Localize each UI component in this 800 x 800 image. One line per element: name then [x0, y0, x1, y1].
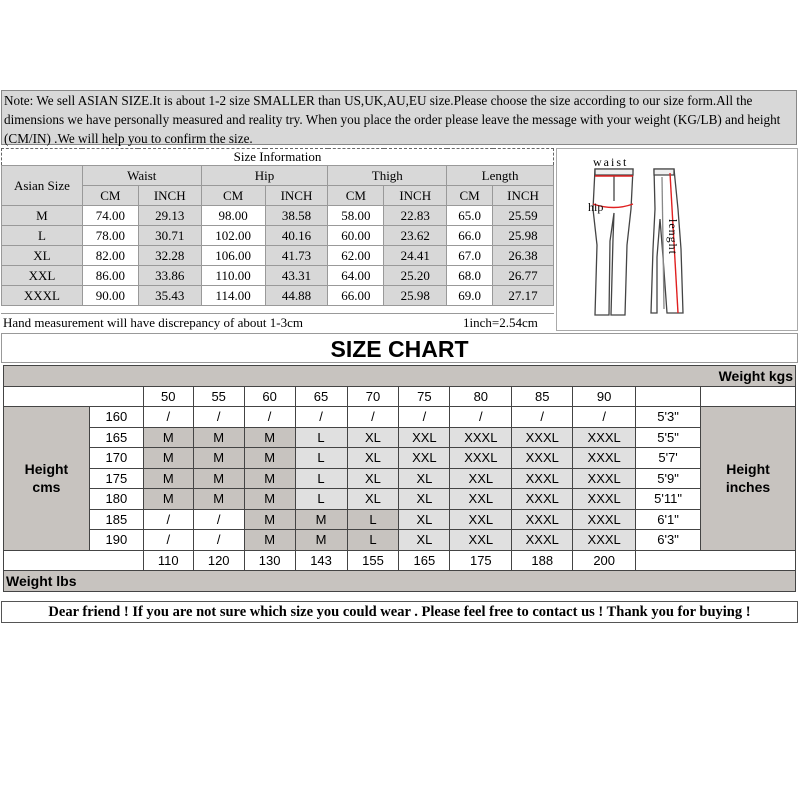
measurement-cell: 25.20 — [384, 266, 447, 286]
size-value: XXL — [450, 530, 512, 551]
size-value: XXXL — [573, 509, 636, 530]
unit-row — [2, 186, 554, 206]
size-value: M — [143, 448, 193, 469]
measurement-cell: 43.31 — [265, 266, 328, 286]
size-value: L — [295, 427, 347, 448]
asian-size-cell: M — [2, 206, 83, 226]
size-value: / — [143, 407, 193, 428]
inch-conversion-note: 1inch=2.54cm — [463, 315, 538, 330]
measurement-cell: 41.73 — [265, 246, 328, 266]
size-value: M — [143, 489, 193, 510]
measurement-cell: 44.88 — [265, 286, 328, 306]
size-value: / — [143, 530, 193, 551]
size-value: M — [244, 468, 295, 489]
measurement-cell: 62.00 — [328, 246, 384, 266]
weight-lb-value: 155 — [347, 550, 399, 571]
height-inch-value: 5'5" — [636, 427, 701, 448]
weight-lb-value: 175 — [450, 550, 512, 571]
unit-header: CM — [447, 186, 493, 206]
size-value: XXL — [450, 489, 512, 510]
size-chart-row — [4, 530, 796, 551]
measurement-cell: 25.98 — [384, 286, 447, 306]
measurement-cell: 114.00 — [201, 286, 265, 306]
weight-kgs-label: Weight kgs — [4, 366, 796, 387]
size-value: XXXL — [573, 489, 636, 510]
measurement-cell: 102.00 — [201, 226, 265, 246]
size-value: L — [295, 468, 347, 489]
height-cm-value: 160 — [89, 407, 143, 428]
size-value: XXXL — [512, 468, 573, 489]
size-value: / — [573, 407, 636, 428]
measurement-cell: 58.00 — [328, 206, 384, 226]
measurement-cell: 25.98 — [493, 226, 554, 246]
empty-cell — [4, 386, 144, 407]
measurement-cell: 23.62 — [384, 226, 447, 246]
weight-kg-value: 55 — [193, 386, 244, 407]
measurement-cell: 78.00 — [82, 226, 138, 246]
size-info-title: Size Information — [2, 149, 554, 166]
measurement-cell: 98.00 — [201, 206, 265, 226]
size-value: XL — [347, 448, 399, 469]
size-chart-row — [4, 448, 796, 469]
hip-label: hip — [588, 200, 604, 214]
weight-kg-value: 50 — [143, 386, 193, 407]
height-inch-value: 5'7' — [636, 448, 701, 469]
size-chart-row — [4, 427, 796, 448]
size-value: XXXL — [512, 448, 573, 469]
size-value: L — [347, 530, 399, 551]
size-value: M — [244, 427, 295, 448]
size-value: XXXL — [450, 448, 512, 469]
weight-kg-value: 90 — [573, 386, 636, 407]
unit-header: INCH — [493, 186, 554, 206]
size-value: L — [347, 509, 399, 530]
measurement-cell: 67.0 — [447, 246, 493, 266]
height-cm-value: 175 — [89, 468, 143, 489]
measurement-cell: 26.38 — [493, 246, 554, 266]
height-inches-label: Height inches — [701, 407, 796, 551]
asian-size-cell: XXL — [2, 266, 83, 286]
size-value: / — [512, 407, 573, 428]
height-cms-label: Height cms — [4, 407, 90, 551]
measurement-cell: 65.0 — [447, 206, 493, 226]
measurement-cell: 66.00 — [328, 286, 384, 306]
size-value: L — [295, 448, 347, 469]
asian-size-cell: XXXL — [2, 286, 83, 306]
size-chart-row — [4, 489, 796, 510]
size-info-row — [2, 246, 554, 266]
size-value: L — [295, 489, 347, 510]
size-chart-row — [4, 407, 796, 428]
height-inch-value: 6'1" — [636, 509, 701, 530]
measurement-cell: 90.00 — [82, 286, 138, 306]
measurement-cell: 22.83 — [384, 206, 447, 226]
size-value: / — [347, 407, 399, 428]
size-chart-row — [4, 509, 796, 530]
measurement-cell: 82.00 — [82, 246, 138, 266]
discrepancy-note: Hand measurement will have discrepancy of about 1-3cm — [3, 315, 303, 330]
size-value: M — [295, 509, 347, 530]
measurement-cell: 69.0 — [447, 286, 493, 306]
weight-lbs-label: Weight lbs — [4, 571, 796, 592]
weight-lb-value: 130 — [244, 550, 295, 571]
unit-header: CM — [82, 186, 138, 206]
size-chart-row — [4, 468, 796, 489]
size-info-row — [2, 206, 554, 226]
size-value: M — [193, 489, 244, 510]
empty-cell — [4, 550, 144, 571]
size-value: XXXL — [573, 530, 636, 551]
waist-header: Waist — [82, 166, 201, 186]
length-label: lenght — [666, 219, 680, 255]
weight-kg-value: 75 — [399, 386, 450, 407]
unit-header: CM — [201, 186, 265, 206]
measurement-cell: 26.77 — [493, 266, 554, 286]
weight-lb-value: 110 — [143, 550, 193, 571]
size-note: Note: We sell ASIAN SIZE.It is about 1-2 size SMALLER than US,UK,AU,EU size.Please choose the size according to our size form.All the dimensions we have personally measured and reality try. When you place the order please leave the message with your weight (KG/LB) and height (CM/IN) .We will help you to confirm the size. — [1, 90, 797, 145]
size-info-row — [2, 286, 554, 306]
contact-message: Dear friend ! If you are not sure which size you could wear . Please feel free to contact us ! Thank you for buying ! — [1, 601, 798, 623]
size-value: XXL — [399, 427, 450, 448]
size-chart-title: SIZE CHART — [1, 333, 798, 363]
measurement-cell: 38.58 — [265, 206, 328, 226]
weight-kg-value: 85 — [512, 386, 573, 407]
size-value: / — [450, 407, 512, 428]
height-cm-value: 185 — [89, 509, 143, 530]
thigh-header: Thigh — [328, 166, 447, 186]
size-information-table — [1, 148, 554, 306]
length-header: Length — [447, 166, 554, 186]
measurement-footnote — [1, 313, 554, 332]
size-value: / — [143, 509, 193, 530]
height-cm-value: 180 — [89, 489, 143, 510]
size-value: XXXL — [573, 468, 636, 489]
size-value: / — [193, 509, 244, 530]
measurement-cell: 25.59 — [493, 206, 554, 226]
unit-header: INCH — [265, 186, 328, 206]
height-inch-value: 5'3" — [636, 407, 701, 428]
asian-size-header: Asian Size — [2, 166, 83, 206]
size-value: M — [295, 530, 347, 551]
size-value: XL — [399, 489, 450, 510]
size-value: / — [399, 407, 450, 428]
size-value: M — [244, 509, 295, 530]
weight-kg-value: 60 — [244, 386, 295, 407]
size-value: XXXL — [512, 509, 573, 530]
size-value: M — [193, 468, 244, 489]
measurement-cell: 32.28 — [138, 246, 201, 266]
weight-kg-value: 70 — [347, 386, 399, 407]
size-value: XL — [347, 489, 399, 510]
measurement-cell: 27.17 — [493, 286, 554, 306]
size-value: XXXL — [573, 448, 636, 469]
measurement-cell: 74.00 — [82, 206, 138, 226]
measurement-cell: 106.00 — [201, 246, 265, 266]
size-value: XXL — [399, 448, 450, 469]
unit-header: CM — [328, 186, 384, 206]
measurement-cell: 110.00 — [201, 266, 265, 286]
size-value: M — [244, 530, 295, 551]
measurement-cell: 35.43 — [138, 286, 201, 306]
height-inch-value: 5'11" — [636, 489, 701, 510]
size-value: / — [244, 407, 295, 428]
size-value: M — [143, 468, 193, 489]
size-value: XL — [347, 427, 399, 448]
weight-lb-value: 143 — [295, 550, 347, 571]
empty-cell — [636, 386, 701, 407]
unit-header: INCH — [138, 186, 201, 206]
size-value: XXL — [450, 509, 512, 530]
waist-label: waist — [593, 155, 629, 169]
size-value: M — [193, 427, 244, 448]
height-cm-value: 190 — [89, 530, 143, 551]
size-value: M — [244, 489, 295, 510]
weight-lb-value: 120 — [193, 550, 244, 571]
size-chart-grid — [3, 365, 796, 592]
measurement-cell: 30.71 — [138, 226, 201, 246]
size-value: XXL — [450, 468, 512, 489]
unit-header: INCH — [384, 186, 447, 206]
weight-kg-value: 65 — [295, 386, 347, 407]
height-cm-value: 165 — [89, 427, 143, 448]
size-value: XL — [399, 530, 450, 551]
measurement-cell: 60.00 — [328, 226, 384, 246]
size-value: / — [295, 407, 347, 428]
size-value: XXXL — [573, 427, 636, 448]
measurement-cell: 29.13 — [138, 206, 201, 226]
size-value: XL — [347, 468, 399, 489]
size-value: XL — [399, 509, 450, 530]
size-value: / — [193, 530, 244, 551]
measurement-cell: 64.00 — [328, 266, 384, 286]
pants-illustration — [557, 149, 797, 330]
measurement-cell: 24.41 — [384, 246, 447, 266]
measurement-cell: 86.00 — [82, 266, 138, 286]
measurement-cell: 40.16 — [265, 226, 328, 246]
measurement-cell: 33.86 — [138, 266, 201, 286]
empty-cell — [636, 550, 796, 571]
size-value: XL — [399, 468, 450, 489]
weight-kg-value: 80 — [450, 386, 512, 407]
hip-header: Hip — [201, 166, 328, 186]
height-inch-value: 6'3" — [636, 530, 701, 551]
size-value: XXXL — [450, 427, 512, 448]
weight-lb-value: 200 — [573, 550, 636, 571]
size-info-row — [2, 266, 554, 286]
size-value: M — [244, 448, 295, 469]
size-value: XXXL — [512, 489, 573, 510]
size-value: XXXL — [512, 427, 573, 448]
weight-lb-value: 188 — [512, 550, 573, 571]
size-value: M — [143, 427, 193, 448]
size-info-row — [2, 226, 554, 246]
asian-size-cell: XL — [2, 246, 83, 266]
measurement-cell: 68.0 — [447, 266, 493, 286]
measurement-cell: 66.0 — [447, 226, 493, 246]
asian-size-cell: L — [2, 226, 83, 246]
height-cm-value: 170 — [89, 448, 143, 469]
size-value: XXXL — [512, 530, 573, 551]
weight-lb-value: 165 — [399, 550, 450, 571]
height-inch-value: 5'9" — [636, 468, 701, 489]
empty-cell — [701, 386, 796, 407]
pants-measurement-diagram — [556, 148, 798, 331]
size-value: / — [193, 407, 244, 428]
size-value: M — [193, 448, 244, 469]
